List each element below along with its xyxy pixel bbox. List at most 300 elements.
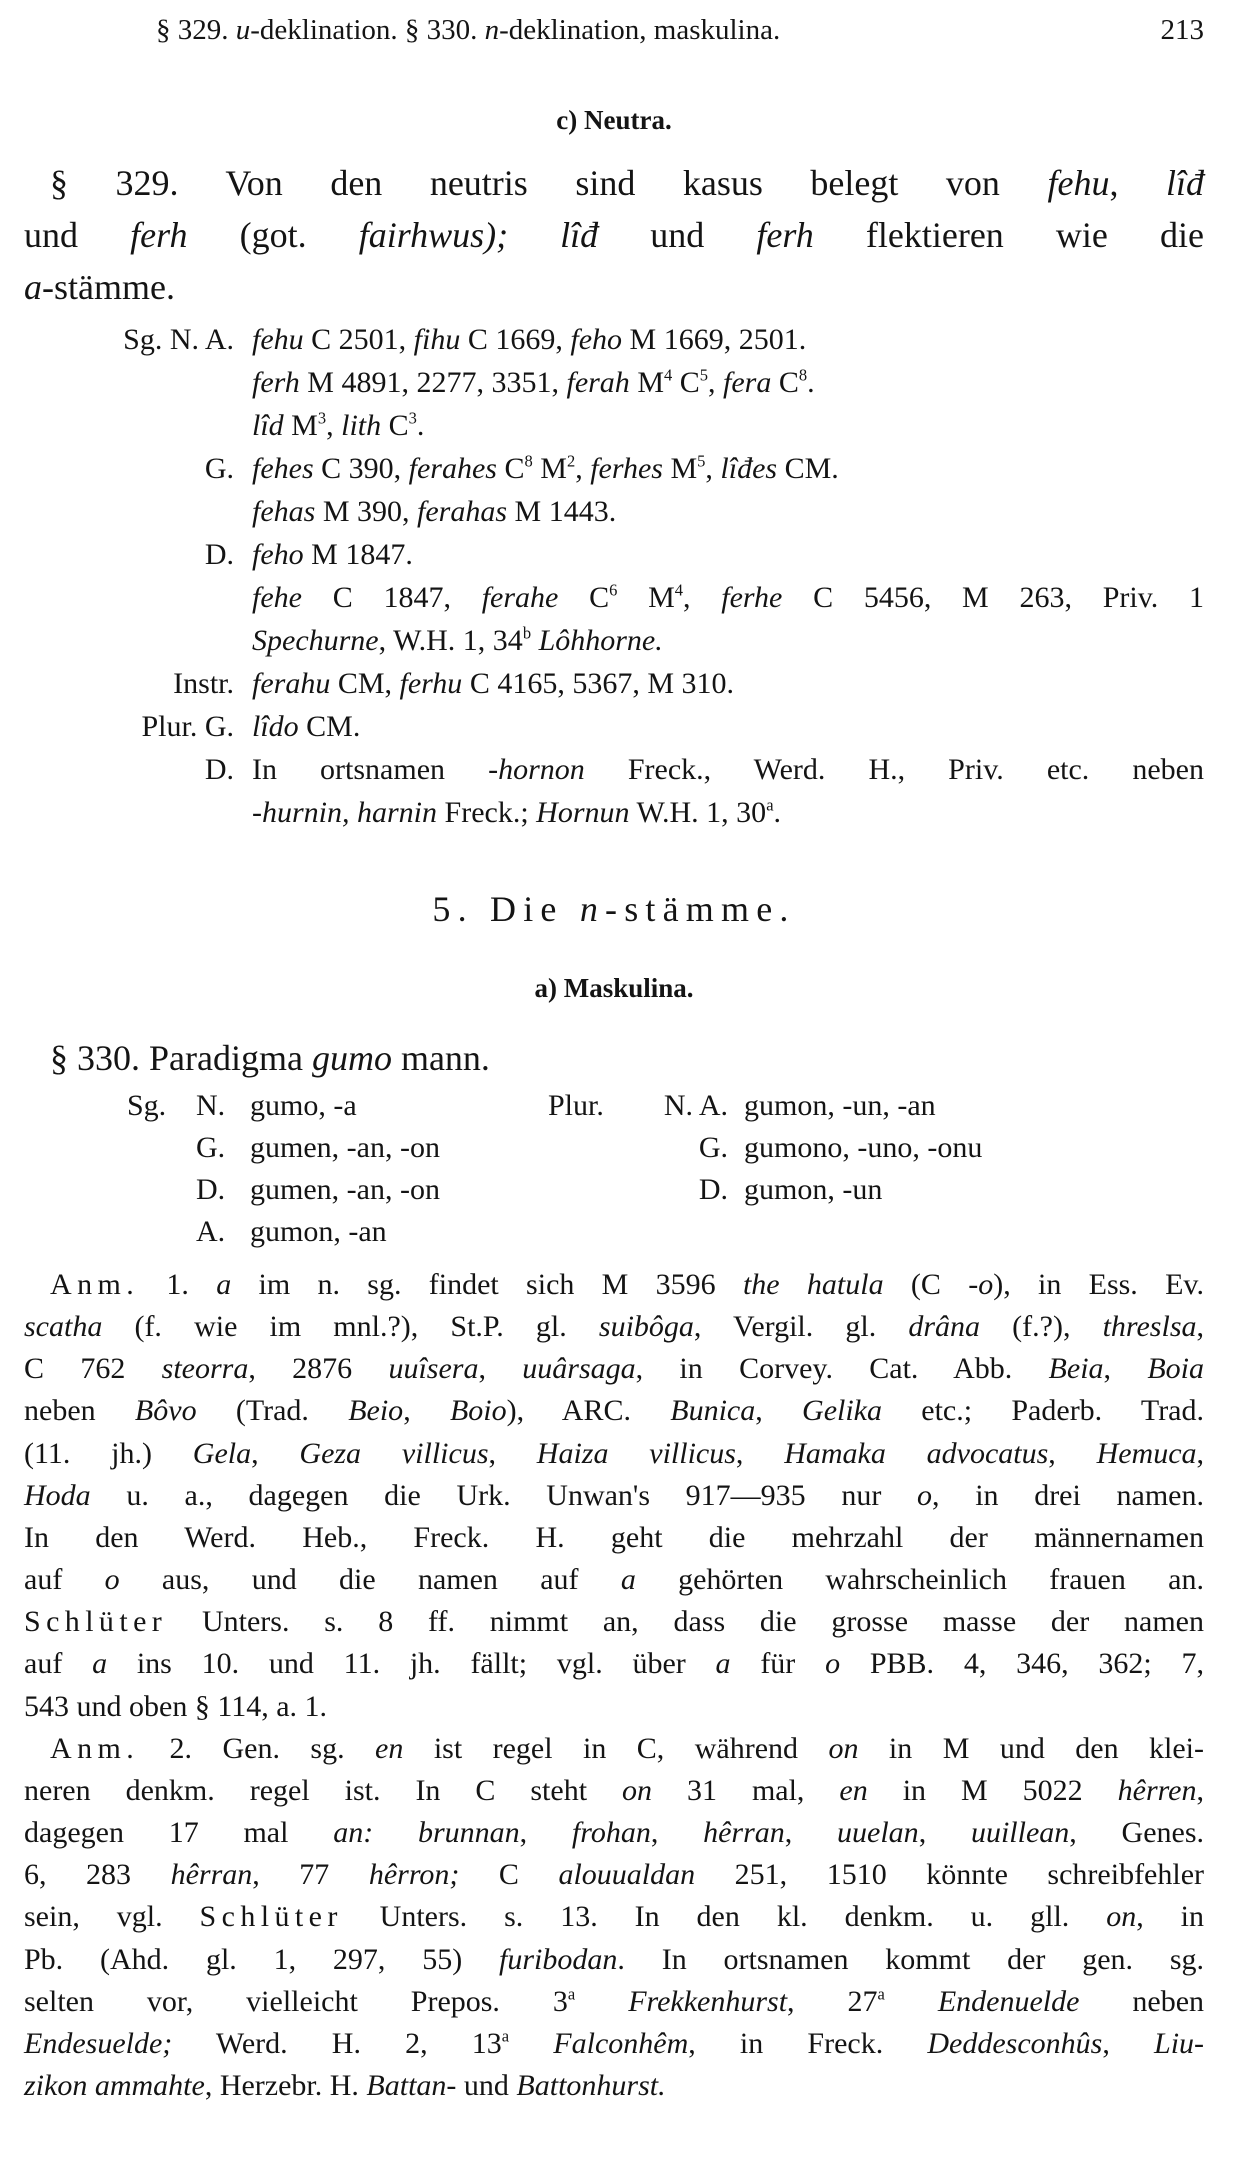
attested-forms: [252, 662, 1204, 705]
form-row: [0, 318, 1204, 361]
italic-text: ferh: [130, 215, 188, 255]
italic-text: ferhu: [399, 667, 463, 700]
superscript: a: [567, 1984, 576, 2004]
text-run: ins 10. und 11. jh. fällt; vgl. über: [107, 1647, 716, 1681]
text-run: neben: [1079, 1984, 1205, 2018]
italic-text: suibôga: [598, 1310, 694, 1344]
text-run: C: [558, 581, 610, 614]
italic-text: o: [104, 1563, 120, 1597]
text-run: und: [456, 2068, 517, 2102]
text-run: ,: [705, 452, 721, 485]
text-run: ist regel in C, während: [403, 1731, 829, 1765]
italic-text: lith: [341, 409, 382, 442]
text-run: (Trad.: [196, 1394, 349, 1428]
text-run: ,: [575, 452, 591, 485]
text-run: [509, 2027, 553, 2060]
italic-text: hêrran: [170, 1858, 253, 1892]
text-run: ,: [488, 1436, 537, 1470]
italic-text: furibodan: [499, 1942, 618, 1976]
attested-forms: [252, 490, 1204, 533]
form-row: [0, 404, 1204, 447]
text-line: [24, 1896, 1204, 1938]
case-label: G.: [204, 452, 234, 485]
text-run: 31 mal,: [652, 1773, 840, 1807]
text-run: 1.: [139, 1268, 217, 1301]
italic-text: lîdo: [252, 710, 299, 743]
text-line: [24, 1348, 1204, 1390]
paradigm-table: [0, 1085, 1204, 1253]
text-run: C: [496, 452, 525, 485]
text-run: ,: [478, 1352, 523, 1386]
case-label: D.: [698, 1173, 728, 1206]
text-run: ), ARC.: [506, 1394, 671, 1428]
italic-text: uuelan: [837, 1816, 919, 1850]
text-run: ,: [650, 1816, 704, 1850]
text-run: ,: [735, 1436, 785, 1470]
section-heading-neutra: c) Neutra.: [556, 105, 672, 135]
text-run: CM.: [298, 710, 361, 743]
text-run: ,: [755, 1394, 803, 1428]
text-run: ,: [784, 1816, 838, 1850]
text-line: [24, 1433, 1204, 1475]
text-run: ,: [326, 409, 342, 442]
text-run: , in drei namen.: [932, 1478, 1204, 1512]
text-run: aus, und die namen auf: [119, 1563, 621, 1597]
case-label: G.: [698, 1131, 728, 1164]
paradigm-row: [0, 1169, 1204, 1211]
case-label: Sg. N. A.: [123, 323, 234, 356]
text-run: § 329. Von den neutris sind kasus belegt von: [50, 163, 1048, 203]
attested-forms: [252, 533, 1204, 576]
text-line: [24, 1939, 1204, 1981]
italic-text: Endenuelde: [937, 1984, 1080, 2018]
italic-text: Geza villicus: [299, 1436, 489, 1470]
italic-text: on: [1106, 1900, 1137, 1934]
text-run: neren denkm. regel ist. In C steht: [24, 1773, 623, 1807]
text-run: PBB. 4, 346, 362; 7,: [840, 1647, 1204, 1681]
italic-text: Hoda: [24, 1478, 91, 1512]
text-run: und: [598, 215, 757, 255]
italic-text: en: [375, 1731, 404, 1765]
text-run: sein, vgl.: [24, 1900, 200, 1934]
italic-text: Deddesconhûs: [927, 2026, 1103, 2060]
text-run: und: [24, 215, 131, 255]
neuter-forms-list: [0, 318, 1204, 834]
paradigm-row: [0, 1085, 1204, 1127]
text-run: ,: [708, 366, 724, 399]
text-run: gehörten wahrscheinlich frauen an.: [635, 1563, 1204, 1597]
attested-forms: [252, 447, 1204, 490]
case-label: [0, 361, 252, 404]
paradigm-form: gumon, -an: [250, 1215, 387, 1248]
text-line: [24, 1981, 1204, 2023]
superscript: 2: [566, 451, 576, 471]
italic-text: Beia: [1048, 1352, 1104, 1386]
text-run: auf: [24, 1647, 93, 1681]
superscript: 5: [699, 365, 709, 385]
text-run: W.H. 1, 30: [629, 796, 767, 829]
italic-text: fehu: [1047, 163, 1110, 203]
italic-text: scatha: [24, 1310, 103, 1344]
italic-text: gumo: [311, 1038, 392, 1078]
italic-text: frohan: [571, 1816, 651, 1850]
text-run: [531, 624, 539, 657]
italic-text: Boia: [1147, 1352, 1205, 1386]
text-run: 543 und oben § 114, a. 1.: [24, 1689, 328, 1723]
text-line: [24, 1728, 1204, 1770]
text-run: C: [381, 409, 409, 442]
text-run: M 4891, 2277, 3351,: [299, 366, 567, 399]
superscript: 8: [524, 451, 533, 471]
italic-text: uuillean: [970, 1816, 1070, 1850]
italic-text: uuîsera: [388, 1352, 479, 1386]
text-run: [885, 1985, 938, 2018]
paradigm-form: gumon, -un: [744, 1173, 883, 1206]
italic-text: Hornun: [536, 796, 630, 829]
text-run: ,: [251, 1436, 300, 1470]
italic-text: Boio: [449, 1394, 507, 1428]
italic-text: ferahe: [481, 581, 559, 614]
italic-text: Bôvo: [134, 1394, 197, 1428]
italic-text: ferah: [566, 366, 630, 399]
italic-text: fehu: [252, 323, 304, 356]
italic-text: Haiza villicus: [536, 1436, 736, 1470]
italic-text: lîđ: [1166, 163, 1205, 203]
italic-text: en: [839, 1773, 868, 1807]
text-run: , in Corvey. Cat. Abb.: [635, 1352, 1049, 1386]
italic-text: an: brunnan: [333, 1816, 520, 1850]
text-run: dagegen 17 mal: [24, 1816, 334, 1850]
text-run: M: [283, 409, 318, 442]
italic-text: Falconhêm: [553, 2026, 689, 2060]
case-label: [0, 404, 252, 447]
paradigm-row: [0, 1211, 1204, 1253]
text-run: ,: [1196, 1773, 1204, 1807]
text-line: [24, 1601, 1204, 1643]
text-run: ,: [1109, 163, 1166, 203]
case-label: D.: [196, 1173, 226, 1206]
italic-text: fairhwus); lîđ: [358, 215, 599, 255]
italic-text: Hemuca: [1096, 1436, 1197, 1470]
attested-forms: [252, 705, 1204, 748]
italic-text: Liu-: [1154, 2026, 1205, 2060]
text-run: ), in Ess. Ev.: [993, 1268, 1204, 1301]
text-run: , 2876: [248, 1352, 389, 1386]
superscript: 3: [408, 408, 417, 428]
text-run: mann.: [391, 1038, 490, 1078]
text-run: § 329.: [156, 14, 236, 46]
text-run: 251, 1510 könnte schreibfehler: [695, 1858, 1205, 1892]
paradigm-form: gumo, -a: [250, 1089, 357, 1122]
text-run: flektieren wie die: [813, 215, 1204, 255]
italic-text: a: [620, 1563, 636, 1597]
text-run: C 2501,: [303, 323, 414, 356]
text-run: ,: [1196, 1436, 1205, 1470]
text-run: etc.; Paderb. Trad.: [882, 1394, 1204, 1428]
attested-forms: [252, 361, 1204, 404]
text-run: in M 5022: [867, 1773, 1118, 1807]
text-run: (C -: [883, 1268, 979, 1301]
form-row: [0, 619, 1204, 662]
paradigm-form: gumen, -an, -on: [250, 1131, 440, 1164]
italic-text: Lôhhorne.: [538, 624, 663, 657]
text-run: (f. wie im mnl.?), St.P. gl.: [102, 1310, 599, 1344]
page-number: 213: [1160, 14, 1204, 46]
text-line: [24, 1306, 1204, 1348]
text-run: M: [617, 581, 675, 614]
italic-text: ferh: [252, 366, 300, 399]
paradigm-form: gumon, -un, -an: [744, 1089, 936, 1122]
text-run: In den Werd. Heb., Freck. H. geht die mehrzahl der männernamen: [24, 1520, 1204, 1554]
italic-text: n: [579, 889, 606, 929]
italic-text: ferh: [756, 215, 814, 255]
italic-text: steorra: [161, 1352, 249, 1386]
text-run: im n. sg. findet sich M 3596: [231, 1268, 743, 1301]
text-run: für: [730, 1647, 826, 1681]
italic-text: fihu: [413, 323, 461, 356]
attested-forms: [252, 318, 1204, 361]
case-label: G.: [196, 1131, 226, 1164]
attested-forms: [252, 404, 1204, 447]
form-row: [0, 748, 1204, 791]
italic-text: zikon ammahte: [24, 2068, 205, 2102]
text-line: [24, 2065, 1204, 2107]
superscript: 4: [674, 580, 683, 600]
text-line: [24, 1475, 1204, 1517]
italic-text: fera: [723, 366, 772, 399]
italic-text: uuârsaga: [522, 1352, 636, 1386]
attested-forms: [252, 619, 1204, 662]
form-row: [0, 791, 1204, 834]
paragraph-330-title: [50, 1032, 1204, 1084]
text-run: CM.: [777, 452, 839, 485]
superscript: 6: [609, 580, 618, 600]
text-run: C: [672, 366, 700, 399]
form-row: [0, 705, 1204, 748]
text-run: M 1443.: [507, 495, 617, 528]
text-run: Pb. (Ahd. gl. 1, 297, 55): [24, 1942, 500, 1976]
superscript: a: [766, 795, 774, 815]
number-label: Sg.: [127, 1089, 167, 1122]
case-label: A.: [196, 1215, 226, 1248]
italic-text: ferahes: [408, 452, 497, 485]
text-run: 5. Die: [432, 889, 580, 929]
text-run: Freck., Werd. H., Priv. etc. neben: [584, 753, 1204, 786]
case-label: N.: [196, 1089, 226, 1122]
italic-text: Endesuelde;: [24, 2026, 173, 2060]
text-run: -deklination, maskulina.: [499, 14, 781, 46]
italic-text: -hornon: [488, 753, 585, 786]
case-label: [0, 791, 252, 834]
italic-text: Gelika: [802, 1394, 882, 1428]
text-run: C: [459, 1858, 559, 1892]
spaced-text: Schlüter: [24, 1605, 168, 1639]
text-run: . In ortsnamen kommt der gen. sg.: [617, 1942, 1204, 1976]
text-run: (11. jh.): [24, 1436, 193, 1470]
annotation-2: [24, 1728, 1204, 2107]
text-run: M 390,: [315, 495, 418, 528]
paradigm-form: gumen, -an, -on: [250, 1173, 440, 1206]
italic-text: Battonhurst.: [516, 2068, 666, 2102]
number-label: Plur.: [548, 1089, 604, 1122]
text-run: Freck.;: [437, 796, 537, 829]
text-line: [24, 1517, 1204, 1559]
italic-text: Hamaka advocatus: [784, 1436, 1049, 1470]
case-label: [0, 619, 252, 662]
text-run: selten vor, vielleicht Prepos. 3: [24, 1984, 568, 2018]
case-label: [0, 490, 252, 533]
italic-text: Frekkenhurst: [628, 1984, 788, 2018]
italic-text: drâna: [908, 1310, 981, 1344]
italic-text: a: [24, 267, 42, 307]
text-run: ,: [1196, 1310, 1204, 1344]
case-label: [0, 576, 252, 619]
italic-text: ferahas: [417, 495, 508, 528]
form-row: [0, 447, 1204, 490]
text-run: M 1847.: [303, 538, 413, 571]
case-label: D.: [204, 753, 234, 786]
italic-text: Bunica: [670, 1394, 756, 1428]
italic-text: o: [825, 1647, 841, 1681]
italic-text: the hatula: [742, 1268, 884, 1301]
text-run: C 4165, 5367, M 310.: [462, 667, 734, 700]
text-run: C: [771, 366, 799, 399]
superscript: a: [877, 1984, 885, 2004]
text-run: (got.: [187, 215, 359, 255]
text-run: ,: [1102, 2026, 1155, 2060]
italic-text: fehas: [252, 495, 316, 528]
text-run: Werd. H. 2, 13: [172, 2026, 502, 2060]
annotations: [24, 1264, 1204, 2107]
italic-text: Battan-: [366, 2068, 457, 2102]
italic-text: fehes: [252, 452, 314, 485]
text-run: ,: [1103, 1352, 1148, 1386]
superscript: 3: [317, 408, 327, 428]
attested-forms: [252, 748, 1204, 791]
text-run: .: [773, 796, 782, 829]
superscript: 4: [664, 365, 673, 385]
chapter-heading-n-stems: [24, 885, 1204, 933]
spaced-text: Anm.: [50, 1731, 140, 1765]
italic-text: fehe: [252, 581, 302, 614]
italic-text: lîđes: [720, 452, 778, 485]
italic-text: feho: [252, 538, 304, 571]
running-title: [156, 10, 1134, 50]
text-run: in M und den klei-: [858, 1731, 1205, 1765]
italic-text: lîd: [252, 409, 284, 442]
superscript: 5: [697, 451, 706, 471]
text-run: , Herzebr. H.: [204, 2068, 367, 2102]
italic-text: hêrren: [1117, 1773, 1197, 1807]
superscript: 8: [798, 365, 808, 385]
text-run: u. a., dagegen die Urk. Unwan's 917—935 nur: [90, 1478, 918, 1512]
text-run: ,: [1048, 1436, 1097, 1470]
text-run: C 390,: [313, 452, 409, 485]
paradigm-form: gumono, -uno, -onu: [744, 1131, 983, 1164]
attested-forms: [252, 791, 1204, 834]
italic-text: n: [484, 14, 500, 46]
text-run: , in: [1136, 1900, 1204, 1934]
italic-text: feho: [570, 323, 623, 356]
text-run: In ortsnamen: [252, 753, 489, 786]
text-line: [24, 261, 1204, 313]
italic-text: ferhes: [590, 452, 663, 485]
italic-text: hêrron;: [368, 1858, 460, 1892]
text-run: ,: [519, 1816, 572, 1850]
text-run: ,: [403, 1394, 450, 1428]
text-line: [24, 209, 1204, 261]
text-run: M: [532, 452, 567, 485]
paradigm-row: [0, 1127, 1204, 1169]
italic-text: -hurnin, harnin: [252, 796, 438, 829]
form-row: [0, 576, 1204, 619]
text-run: , Genes.: [1069, 1816, 1205, 1850]
italic-text: on: [622, 1773, 653, 1807]
section-heading-maskulina: a) Maskulina.: [534, 973, 694, 1003]
text-run: [575, 1985, 628, 2018]
form-row: [0, 490, 1204, 533]
text-run: Unters. s. 13. In den kl. denkm. u. gll.: [342, 1900, 1107, 1934]
text-line: [24, 1390, 1204, 1432]
running-header: [156, 10, 1204, 50]
text-run: ,: [918, 1816, 971, 1850]
italic-text: a: [216, 1268, 232, 1301]
text-run: § 330. Paradigma: [50, 1038, 312, 1078]
text-line: [24, 1643, 1204, 1685]
italic-text: ferhe: [721, 581, 783, 614]
text-line: [24, 1854, 1204, 1896]
text-run: , 77: [252, 1858, 369, 1892]
italic-text: on: [828, 1731, 859, 1765]
italic-text: a: [715, 1647, 731, 1681]
text-run: M: [662, 452, 698, 485]
text-run: C 1669,: [460, 323, 571, 356]
text-run: -stämme.: [42, 267, 175, 307]
superscript: b: [522, 623, 532, 643]
text-run: ,: [683, 581, 722, 614]
italic-text: Gela: [192, 1436, 252, 1470]
spaced-text: Schlüter: [199, 1900, 343, 1934]
annotation-1: [24, 1264, 1204, 1728]
text-run: neben: [24, 1394, 135, 1428]
text-run: C 5456, M 263, Priv. 1: [782, 581, 1204, 614]
text-run: , W.H. 1, 34: [378, 624, 523, 657]
text-line: [24, 1770, 1204, 1812]
text-run: .: [807, 366, 815, 399]
italic-text: a: [92, 1647, 108, 1681]
italic-text: ferahu: [252, 667, 331, 700]
text-run: -stämme.: [605, 889, 796, 929]
text-run: 6, 283: [24, 1858, 171, 1892]
text-line: [24, 157, 1204, 209]
italic-text: u: [235, 14, 251, 46]
form-row: [0, 361, 1204, 404]
text-run: 2. Gen. sg.: [139, 1731, 376, 1765]
italic-text: alouualdan: [558, 1858, 696, 1892]
text-run: C 1847,: [301, 581, 482, 614]
text-run: , Vergil. gl.: [693, 1310, 909, 1344]
form-row: [0, 533, 1204, 576]
text-run: auf: [24, 1563, 105, 1597]
italic-text: Spechurne: [252, 624, 379, 657]
italic-text: threslsa: [1102, 1310, 1197, 1344]
text-run: Unters. s. 8 ff. nimmt an, dass die grosse masse der namen: [167, 1605, 1204, 1639]
form-row: [0, 662, 1204, 705]
case-label: Plur. G.: [141, 710, 234, 743]
text-line: [24, 1812, 1204, 1854]
text-line: [24, 1264, 1204, 1306]
text-run: .: [416, 409, 425, 442]
